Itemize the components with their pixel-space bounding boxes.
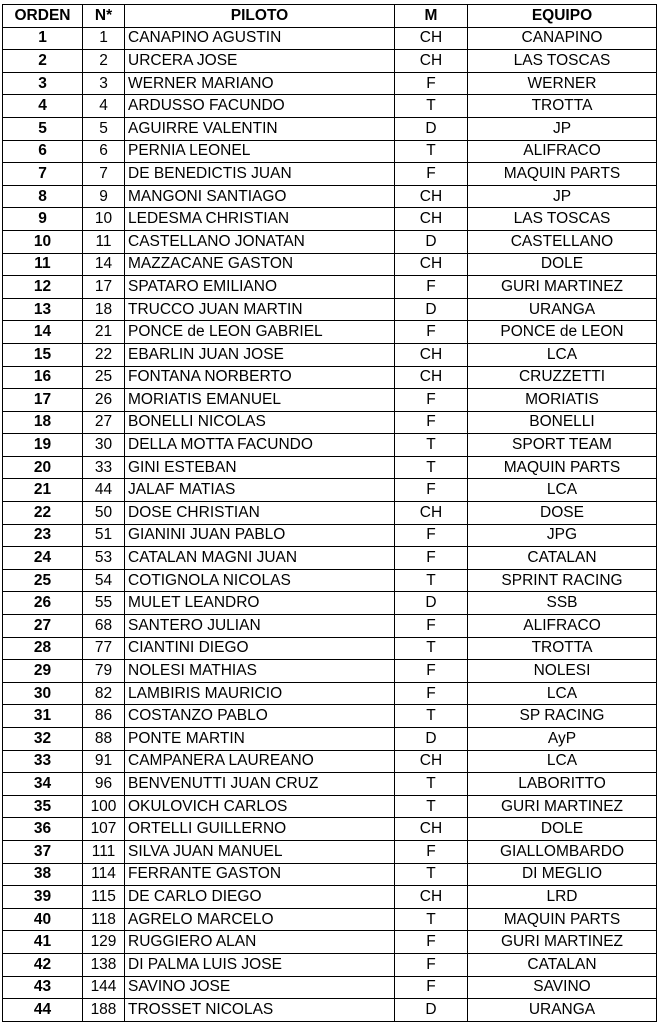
brand-cell: F bbox=[395, 411, 468, 434]
team-cell: MORIATIS bbox=[468, 389, 657, 412]
number-cell: 91 bbox=[83, 750, 125, 773]
team-cell: JPG bbox=[468, 524, 657, 547]
team-cell: AyP bbox=[468, 728, 657, 751]
number-cell: 11 bbox=[83, 230, 125, 253]
number-cell: 54 bbox=[83, 569, 125, 592]
table-row bbox=[3, 389, 657, 412]
number-cell: 30 bbox=[83, 434, 125, 457]
team-cell: WERNER bbox=[468, 72, 657, 95]
brand-cell: CH bbox=[395, 27, 468, 50]
table-row bbox=[3, 569, 657, 592]
driver-cell: EBARLIN JUAN JOSE bbox=[125, 343, 395, 366]
team-cell: GURI MARTINEZ bbox=[468, 795, 657, 818]
orden-cell: 42 bbox=[3, 953, 83, 976]
entry-list-table bbox=[2, 4, 657, 1022]
table-row bbox=[3, 479, 657, 502]
driver-cell: MAZZACANE GASTON bbox=[125, 253, 395, 276]
brand-cell: T bbox=[395, 434, 468, 457]
team-cell: SP RACING bbox=[468, 705, 657, 728]
table-row bbox=[3, 863, 657, 886]
header-row bbox=[3, 5, 657, 28]
driver-cell: COSTANZO PABLO bbox=[125, 705, 395, 728]
team-cell: MAQUIN PARTS bbox=[468, 908, 657, 931]
orden-cell: 38 bbox=[3, 863, 83, 886]
orden-cell: 23 bbox=[3, 524, 83, 547]
team-cell: DOLE bbox=[468, 818, 657, 841]
number-cell: 25 bbox=[83, 366, 125, 389]
brand-cell: CH bbox=[395, 750, 468, 773]
table-row bbox=[3, 705, 657, 728]
driver-cell: ORTELLI GUILLERNO bbox=[125, 818, 395, 841]
driver-cell: RUGGIERO ALAN bbox=[125, 931, 395, 954]
table-row bbox=[3, 343, 657, 366]
number-cell: 144 bbox=[83, 976, 125, 999]
team-cell: LABORITTO bbox=[468, 773, 657, 796]
table-row bbox=[3, 637, 657, 660]
table-row bbox=[3, 72, 657, 95]
driver-cell: CANAPINO AGUSTIN bbox=[125, 27, 395, 50]
table-row bbox=[3, 547, 657, 570]
team-cell: PONCE de LEON bbox=[468, 321, 657, 344]
orden-cell: 14 bbox=[3, 321, 83, 344]
brand-cell: F bbox=[395, 163, 468, 186]
table-row bbox=[3, 615, 657, 638]
brand-cell: D bbox=[395, 728, 468, 751]
table-row bbox=[3, 750, 657, 773]
orden-cell: 8 bbox=[3, 185, 83, 208]
brand-cell: CH bbox=[395, 50, 468, 73]
table-row bbox=[3, 931, 657, 954]
orden-cell: 26 bbox=[3, 592, 83, 615]
brand-cell: F bbox=[395, 276, 468, 299]
number-cell: 18 bbox=[83, 298, 125, 321]
table-row bbox=[3, 660, 657, 683]
orden-cell: 44 bbox=[3, 999, 83, 1022]
table-row bbox=[3, 728, 657, 751]
team-cell: SPORT TEAM bbox=[468, 434, 657, 457]
driver-cell: GINI ESTEBAN bbox=[125, 456, 395, 479]
driver-cell: DELLA MOTTA FACUNDO bbox=[125, 434, 395, 457]
brand-cell: F bbox=[395, 931, 468, 954]
team-cell: JP bbox=[468, 117, 657, 140]
orden-cell: 31 bbox=[3, 705, 83, 728]
driver-cell: CATALAN MAGNI JUAN bbox=[125, 547, 395, 570]
driver-cell: MANGONI SANTIAGO bbox=[125, 185, 395, 208]
team-cell: LCA bbox=[468, 750, 657, 773]
number-cell: 6 bbox=[83, 140, 125, 163]
brand-cell: F bbox=[395, 615, 468, 638]
team-cell: ALIFRACO bbox=[468, 615, 657, 638]
brand-cell: CH bbox=[395, 366, 468, 389]
number-cell: 1 bbox=[83, 27, 125, 50]
number-cell: 4 bbox=[83, 95, 125, 118]
number-cell: 9 bbox=[83, 185, 125, 208]
team-cell: JP bbox=[468, 185, 657, 208]
driver-cell: ARDUSSO FACUNDO bbox=[125, 95, 395, 118]
driver-cell: SANTERO JULIAN bbox=[125, 615, 395, 638]
number-cell: 3 bbox=[83, 72, 125, 95]
table-row bbox=[3, 366, 657, 389]
number-cell: 55 bbox=[83, 592, 125, 615]
table-body bbox=[3, 27, 657, 1021]
table-row bbox=[3, 840, 657, 863]
brand-cell: CH bbox=[395, 185, 468, 208]
orden-cell: 20 bbox=[3, 456, 83, 479]
team-cell: LCA bbox=[468, 343, 657, 366]
brand-cell: D bbox=[395, 999, 468, 1022]
orden-cell: 11 bbox=[3, 253, 83, 276]
orden-cell: 6 bbox=[3, 140, 83, 163]
table-row bbox=[3, 50, 657, 73]
brand-cell: CH bbox=[395, 886, 468, 909]
table-row bbox=[3, 321, 657, 344]
team-cell: MAQUIN PARTS bbox=[468, 163, 657, 186]
driver-cell: OKULOVICH CARLOS bbox=[125, 795, 395, 818]
brand-cell: T bbox=[395, 795, 468, 818]
orden-cell: 1 bbox=[3, 27, 83, 50]
table-row bbox=[3, 434, 657, 457]
brand-cell: T bbox=[395, 863, 468, 886]
team-cell: SPRINT RACING bbox=[468, 569, 657, 592]
team-cell: NOLESI bbox=[468, 660, 657, 683]
team-cell: GURI MARTINEZ bbox=[468, 931, 657, 954]
number-cell: 14 bbox=[83, 253, 125, 276]
orden-cell: 34 bbox=[3, 773, 83, 796]
orden-cell: 29 bbox=[3, 660, 83, 683]
orden-cell: 12 bbox=[3, 276, 83, 299]
driver-cell: AGUIRRE VALENTIN bbox=[125, 117, 395, 140]
number-cell: 88 bbox=[83, 728, 125, 751]
driver-cell: DE CARLO DIEGO bbox=[125, 886, 395, 909]
number-cell: 26 bbox=[83, 389, 125, 412]
number-cell: 33 bbox=[83, 456, 125, 479]
brand-cell: CH bbox=[395, 502, 468, 525]
brand-cell: F bbox=[395, 953, 468, 976]
brand-cell: F bbox=[395, 547, 468, 570]
orden-cell: 17 bbox=[3, 389, 83, 412]
brand-cell: CH bbox=[395, 818, 468, 841]
driver-cell: SILVA JUAN MANUEL bbox=[125, 840, 395, 863]
number-cell: 51 bbox=[83, 524, 125, 547]
number-cell: 77 bbox=[83, 637, 125, 660]
orden-cell: 21 bbox=[3, 479, 83, 502]
brand-cell: F bbox=[395, 72, 468, 95]
number-cell: 138 bbox=[83, 953, 125, 976]
driver-cell: WERNER MARIANO bbox=[125, 72, 395, 95]
team-cell: MAQUIN PARTS bbox=[468, 456, 657, 479]
driver-cell: JALAF MATIAS bbox=[125, 479, 395, 502]
orden-cell: 28 bbox=[3, 637, 83, 660]
table-row bbox=[3, 999, 657, 1022]
table-row bbox=[3, 795, 657, 818]
table-row bbox=[3, 592, 657, 615]
number-cell: 27 bbox=[83, 411, 125, 434]
orden-cell: 7 bbox=[3, 163, 83, 186]
brand-cell: T bbox=[395, 637, 468, 660]
number-cell: 100 bbox=[83, 795, 125, 818]
table-row bbox=[3, 953, 657, 976]
driver-cell: SAVINO JOSE bbox=[125, 976, 395, 999]
number-cell: 44 bbox=[83, 479, 125, 502]
table-row bbox=[3, 456, 657, 479]
number-cell: 188 bbox=[83, 999, 125, 1022]
number-cell: 68 bbox=[83, 615, 125, 638]
orden-cell: 33 bbox=[3, 750, 83, 773]
header-orden: ORDEN bbox=[3, 5, 83, 28]
brand-cell: CH bbox=[395, 253, 468, 276]
driver-cell: AGRELO MARCELO bbox=[125, 908, 395, 931]
table-row bbox=[3, 886, 657, 909]
orden-cell: 25 bbox=[3, 569, 83, 592]
driver-cell: TRUCCO JUAN MARTIN bbox=[125, 298, 395, 321]
team-cell: LCA bbox=[468, 479, 657, 502]
orden-cell: 41 bbox=[3, 931, 83, 954]
number-cell: 53 bbox=[83, 547, 125, 570]
team-cell: CATALAN bbox=[468, 953, 657, 976]
number-cell: 129 bbox=[83, 931, 125, 954]
driver-cell: PONCE de LEON GABRIEL bbox=[125, 321, 395, 344]
number-cell: 5 bbox=[83, 117, 125, 140]
header-num: N* bbox=[83, 5, 125, 28]
driver-cell: COTIGNOLA NICOLAS bbox=[125, 569, 395, 592]
table-row bbox=[3, 95, 657, 118]
brand-cell: F bbox=[395, 660, 468, 683]
header-piloto: PILOTO bbox=[125, 5, 395, 28]
orden-cell: 19 bbox=[3, 434, 83, 457]
driver-cell: CIANTINI DIEGO bbox=[125, 637, 395, 660]
number-cell: 7 bbox=[83, 163, 125, 186]
orden-cell: 32 bbox=[3, 728, 83, 751]
orden-cell: 30 bbox=[3, 682, 83, 705]
orden-cell: 3 bbox=[3, 72, 83, 95]
brand-cell: CH bbox=[395, 208, 468, 231]
team-cell: LCA bbox=[468, 682, 657, 705]
brand-cell: T bbox=[395, 773, 468, 796]
table-row bbox=[3, 230, 657, 253]
driver-cell: FONTANA NORBERTO bbox=[125, 366, 395, 389]
table-row bbox=[3, 140, 657, 163]
driver-cell: PONTE MARTIN bbox=[125, 728, 395, 751]
team-cell: DI MEGLIO bbox=[468, 863, 657, 886]
team-cell: TROTTA bbox=[468, 95, 657, 118]
team-cell: SAVINO bbox=[468, 976, 657, 999]
number-cell: 111 bbox=[83, 840, 125, 863]
table-row bbox=[3, 163, 657, 186]
number-cell: 107 bbox=[83, 818, 125, 841]
table-row bbox=[3, 117, 657, 140]
orden-cell: 37 bbox=[3, 840, 83, 863]
driver-cell: LEDESMA CHRISTIAN bbox=[125, 208, 395, 231]
team-cell: DOSE bbox=[468, 502, 657, 525]
table-row bbox=[3, 818, 657, 841]
team-cell: GIALLOMBARDO bbox=[468, 840, 657, 863]
number-cell: 115 bbox=[83, 886, 125, 909]
orden-cell: 27 bbox=[3, 615, 83, 638]
driver-cell: BENVENUTTI JUAN CRUZ bbox=[125, 773, 395, 796]
orden-cell: 9 bbox=[3, 208, 83, 231]
orden-cell: 16 bbox=[3, 366, 83, 389]
table-row bbox=[3, 773, 657, 796]
table-row bbox=[3, 908, 657, 931]
team-cell: LAS TOSCAS bbox=[468, 50, 657, 73]
brand-cell: F bbox=[395, 389, 468, 412]
table-row bbox=[3, 682, 657, 705]
brand-cell: F bbox=[395, 321, 468, 344]
brand-cell: D bbox=[395, 592, 468, 615]
driver-cell: TROSSET NICOLAS bbox=[125, 999, 395, 1022]
number-cell: 114 bbox=[83, 863, 125, 886]
brand-cell: T bbox=[395, 140, 468, 163]
orden-cell: 5 bbox=[3, 117, 83, 140]
team-cell: CRUZZETTI bbox=[468, 366, 657, 389]
orden-cell: 15 bbox=[3, 343, 83, 366]
brand-cell: T bbox=[395, 456, 468, 479]
number-cell: 21 bbox=[83, 321, 125, 344]
number-cell: 118 bbox=[83, 908, 125, 931]
driver-cell: MULET LEANDRO bbox=[125, 592, 395, 615]
orden-cell: 4 bbox=[3, 95, 83, 118]
table-row bbox=[3, 411, 657, 434]
driver-cell: DOSE CHRISTIAN bbox=[125, 502, 395, 525]
brand-cell: F bbox=[395, 976, 468, 999]
team-cell: CANAPINO bbox=[468, 27, 657, 50]
orden-cell: 13 bbox=[3, 298, 83, 321]
driver-cell: SPATARO EMILIANO bbox=[125, 276, 395, 299]
orden-cell: 2 bbox=[3, 50, 83, 73]
team-cell: GURI MARTINEZ bbox=[468, 276, 657, 299]
number-cell: 10 bbox=[83, 208, 125, 231]
driver-cell: GIANINI JUAN PABLO bbox=[125, 524, 395, 547]
brand-cell: D bbox=[395, 298, 468, 321]
orden-cell: 36 bbox=[3, 818, 83, 841]
table-row bbox=[3, 27, 657, 50]
header-m: M bbox=[395, 5, 468, 28]
brand-cell: D bbox=[395, 117, 468, 140]
table-row bbox=[3, 524, 657, 547]
driver-cell: NOLESI MATHIAS bbox=[125, 660, 395, 683]
orden-cell: 10 bbox=[3, 230, 83, 253]
orden-cell: 43 bbox=[3, 976, 83, 999]
team-cell: LRD bbox=[468, 886, 657, 909]
driver-cell: BONELLI NICOLAS bbox=[125, 411, 395, 434]
table-row bbox=[3, 502, 657, 525]
orden-cell: 18 bbox=[3, 411, 83, 434]
driver-cell: MORIATIS EMANUEL bbox=[125, 389, 395, 412]
table-row bbox=[3, 208, 657, 231]
team-cell: CATALAN bbox=[468, 547, 657, 570]
team-cell: DOLE bbox=[468, 253, 657, 276]
table-row bbox=[3, 276, 657, 299]
number-cell: 2 bbox=[83, 50, 125, 73]
orden-cell: 22 bbox=[3, 502, 83, 525]
orden-cell: 35 bbox=[3, 795, 83, 818]
header-equipo: EQUIPO bbox=[468, 5, 657, 28]
driver-cell: URCERA JOSE bbox=[125, 50, 395, 73]
brand-cell: D bbox=[395, 230, 468, 253]
table-header bbox=[3, 5, 657, 28]
brand-cell: T bbox=[395, 569, 468, 592]
driver-cell: PERNIA LEONEL bbox=[125, 140, 395, 163]
number-cell: 50 bbox=[83, 502, 125, 525]
orden-cell: 39 bbox=[3, 886, 83, 909]
number-cell: 79 bbox=[83, 660, 125, 683]
team-cell: SSB bbox=[468, 592, 657, 615]
number-cell: 82 bbox=[83, 682, 125, 705]
team-cell: TROTTA bbox=[468, 637, 657, 660]
driver-cell: CAMPANERA LAUREANO bbox=[125, 750, 395, 773]
number-cell: 22 bbox=[83, 343, 125, 366]
number-cell: 96 bbox=[83, 773, 125, 796]
brand-cell: F bbox=[395, 479, 468, 502]
entry-list-table-container bbox=[2, 4, 657, 1022]
brand-cell: T bbox=[395, 705, 468, 728]
brand-cell: CH bbox=[395, 343, 468, 366]
driver-cell: DI PALMA LUIS JOSE bbox=[125, 953, 395, 976]
team-cell: LAS TOSCAS bbox=[468, 208, 657, 231]
driver-cell: CASTELLANO JONATAN bbox=[125, 230, 395, 253]
brand-cell: T bbox=[395, 908, 468, 931]
brand-cell: F bbox=[395, 840, 468, 863]
team-cell: CASTELLANO bbox=[468, 230, 657, 253]
orden-cell: 24 bbox=[3, 547, 83, 570]
table-row bbox=[3, 298, 657, 321]
number-cell: 17 bbox=[83, 276, 125, 299]
team-cell: ALIFRACO bbox=[468, 140, 657, 163]
team-cell: URANGA bbox=[468, 298, 657, 321]
driver-cell: DE BENEDICTIS JUAN bbox=[125, 163, 395, 186]
brand-cell: F bbox=[395, 682, 468, 705]
team-cell: URANGA bbox=[468, 999, 657, 1022]
number-cell: 86 bbox=[83, 705, 125, 728]
table-row bbox=[3, 185, 657, 208]
driver-cell: FERRANTE GASTON bbox=[125, 863, 395, 886]
table-row bbox=[3, 976, 657, 999]
orden-cell: 40 bbox=[3, 908, 83, 931]
driver-cell: LAMBIRIS MAURICIO bbox=[125, 682, 395, 705]
team-cell: BONELLI bbox=[468, 411, 657, 434]
brand-cell: F bbox=[395, 524, 468, 547]
table-row bbox=[3, 253, 657, 276]
brand-cell: T bbox=[395, 95, 468, 118]
